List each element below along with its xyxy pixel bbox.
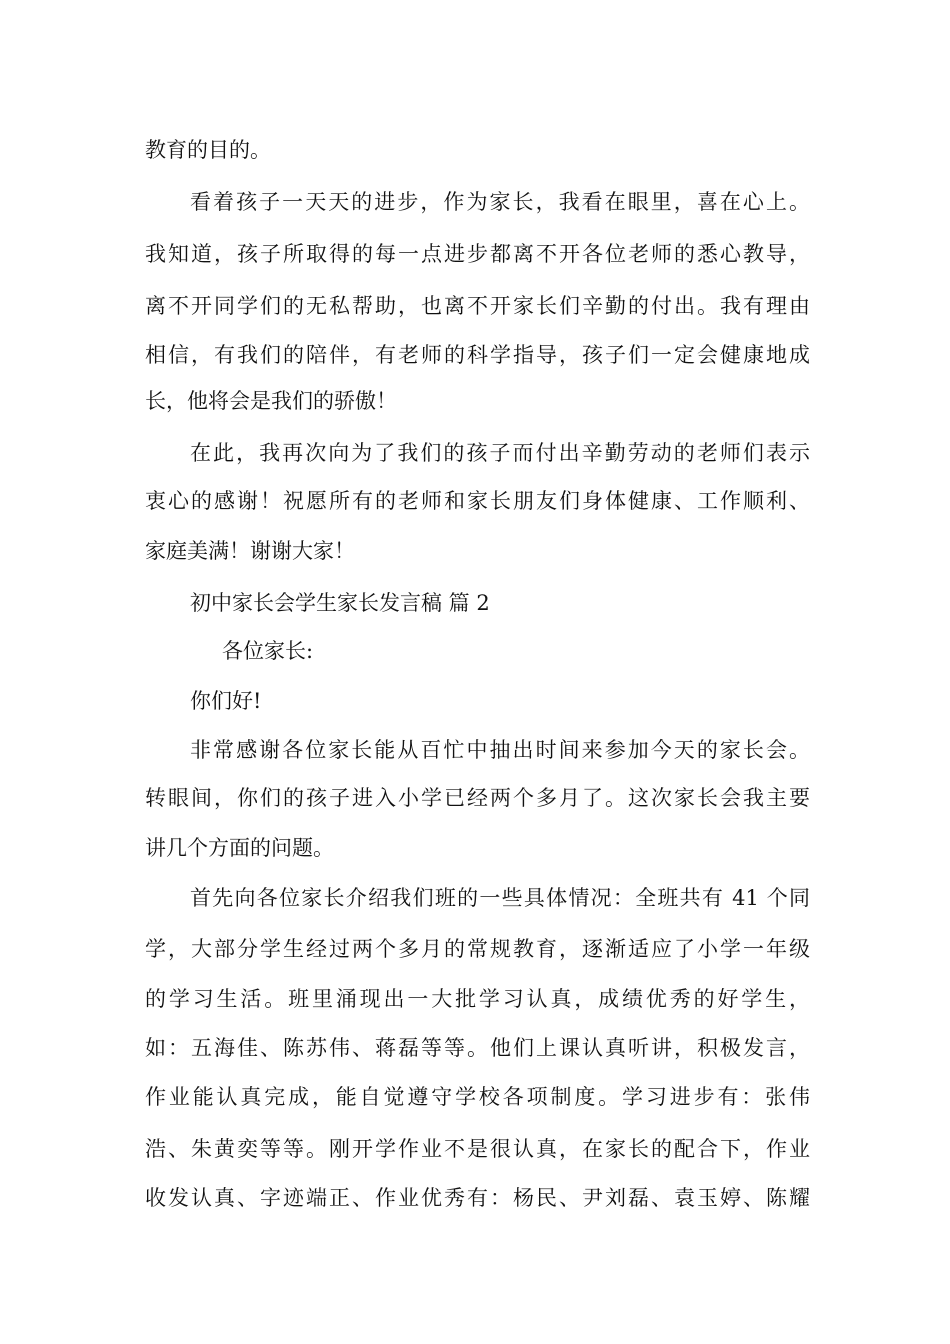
text-line: 离不开同学们的无私帮助，也离不开家长们辛勤的付出。我有理由 — [145, 294, 810, 318]
text-line: 衷心的感谢！祝愿所有的老师和家长朋友们身体健康、工作顺利、 — [145, 489, 810, 513]
text-line: 家庭美满！谢谢大家！ — [145, 539, 355, 563]
text-line: 学，大部分学生经过两个多月的常规教育，逐渐适应了小学一年级 — [145, 937, 810, 961]
text-line: 首先向各位家长介绍我们班的一些具体情况：全班共有 41 个同 — [190, 886, 810, 910]
text-line: 看着孩子一天天的进步，作为家长，我看在眼里，喜在心上。 — [190, 190, 810, 214]
text-line: 教育的目的。 — [145, 138, 271, 162]
text-line: 非常感谢各位家长能从百忙中抽出时间来参加今天的家长会。 — [190, 738, 810, 762]
text-line: 长，他将会是我们的骄傲！ — [145, 389, 397, 413]
text-line: 的学习生活。班里涌现出一大批学习认真，成绩优秀的好学生， — [145, 987, 810, 1011]
greeting: 你们好! — [190, 689, 262, 713]
text-line: 相信，有我们的陪伴，有老师的科学指导，孩子们一定会健康地成 — [145, 343, 810, 367]
text-line: 讲几个方面的问题。 — [145, 836, 334, 860]
text-line: 转眼间，你们的孩子进入小学已经两个多月了。这次家长会我主要 — [145, 786, 810, 810]
text-line: 收发认真、字迹端正、作业优秀有：杨民、尹刘磊、袁玉婷、陈耀 — [145, 1186, 810, 1210]
salutation: 各位家长: — [222, 639, 314, 663]
text-line: 作业能认真完成，能自觉遵守学校各项制度。学习进步有：张伟 — [145, 1085, 810, 1109]
section-heading: 初中家长会学生家长发言稿 篇 2 — [190, 591, 490, 615]
text-line: 在此，我再次向为了我们的孩子而付出辛勤劳动的老师们表示 — [190, 441, 810, 465]
text-line: 如：五海佳、陈苏伟、蒋磊等等。他们上课认真听讲，积极发言， — [145, 1036, 810, 1060]
text-line: 浩、朱黄奕等等。刚开学作业不是很认真，在家长的配合下，作业 — [145, 1137, 810, 1161]
text-line: 我知道，孩子所取得的每一点进步都离不开各位老师的悉心教导， — [145, 242, 810, 266]
